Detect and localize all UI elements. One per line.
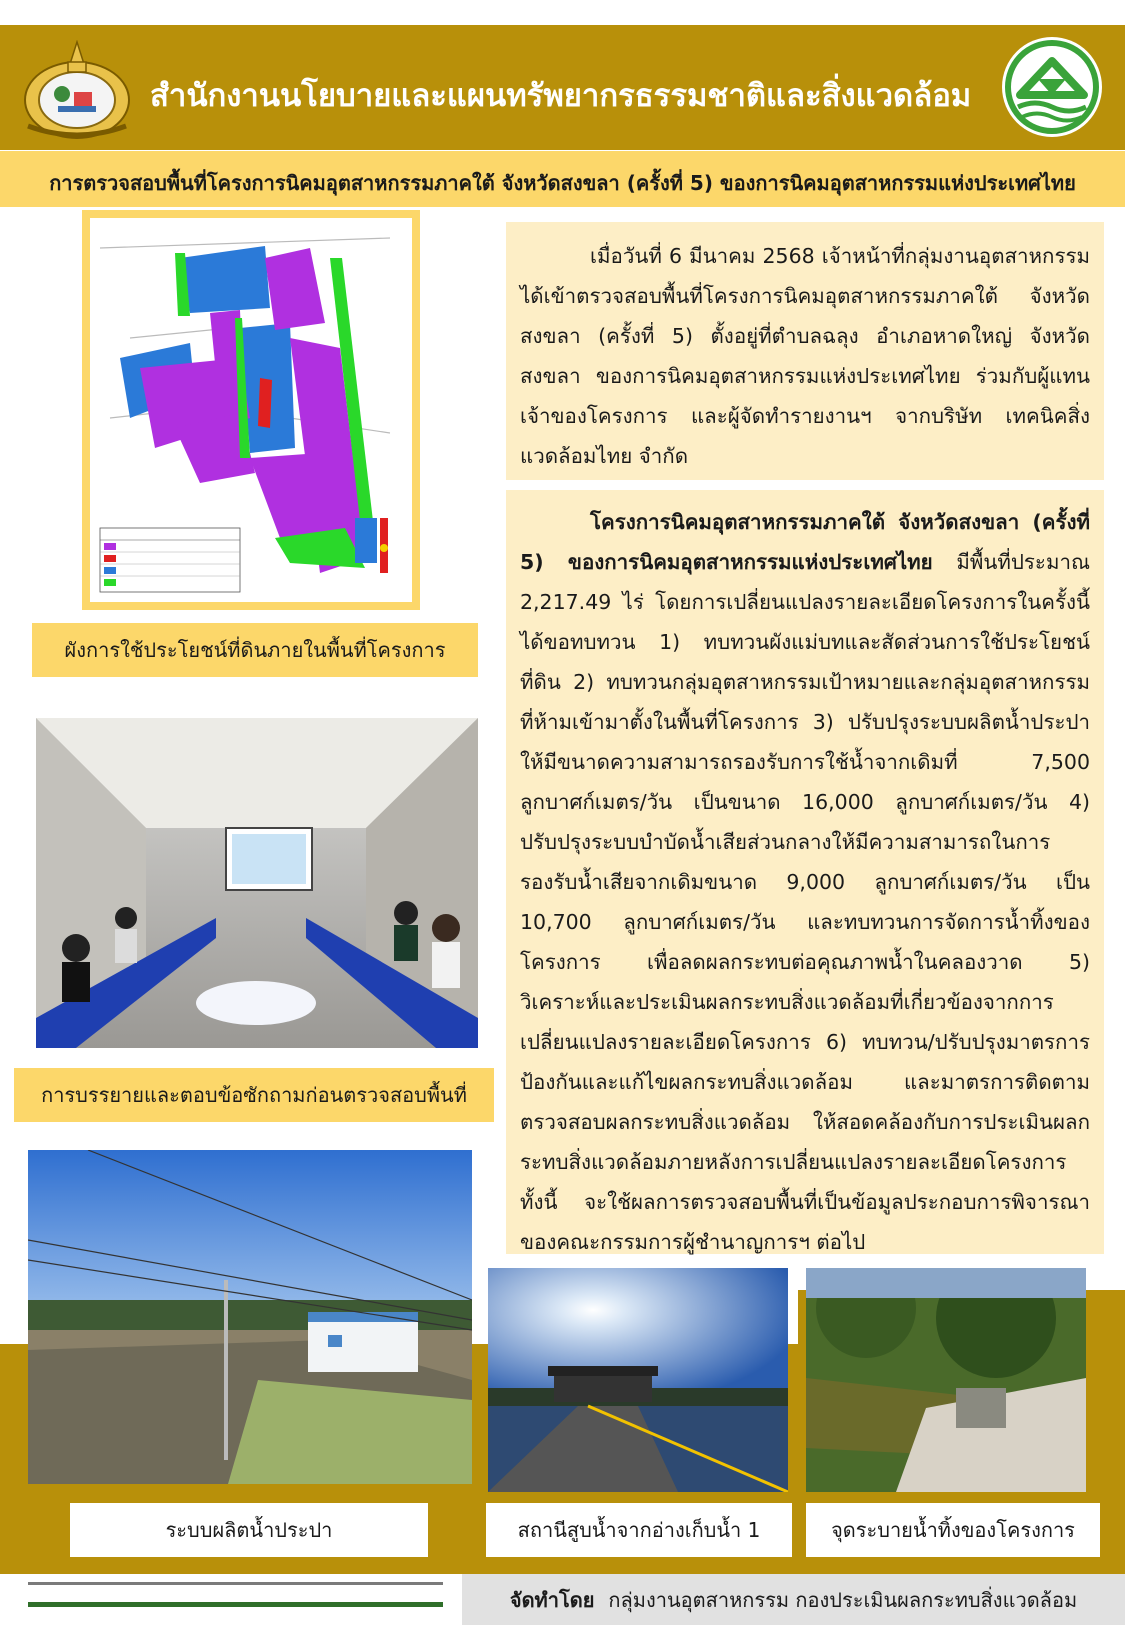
intro-panel xyxy=(506,222,1104,480)
drain-point-photo xyxy=(806,1268,1086,1492)
footer-divider-green xyxy=(28,1602,443,1607)
land-use-map xyxy=(82,210,420,610)
meeting-caption: การบรรยายและตอบข้อซักถามก่อนตรวจสอบพื้นที่ xyxy=(14,1068,494,1122)
water-plant-caption: ระบบผลิตน้ำประปา xyxy=(70,1503,428,1557)
project-name-bold: โครงการนิคมอุตสาหกรรมภาคใต้ จังหวัดสงขลา (ครั้งที่ 5) ของการนิคมอุตสาหกรรมแห่งประเทศไทย xyxy=(520,510,1090,574)
detail-paragraph xyxy=(520,502,1090,1262)
footer-label: จัดทำโดย xyxy=(509,1587,595,1612)
map-caption: ผังการใช้ประโยชน์ที่ดินภายในพื้นที่โครงการ xyxy=(32,623,478,677)
footer-divider-gray xyxy=(28,1582,443,1585)
drain-point-caption: จุดระบายน้ำทิ้งของโครงการ xyxy=(806,1503,1100,1557)
footer-text: กลุ่มงานอุตสาหกรรม กองประเมินผลกระทบสิ่งแวดล้อม xyxy=(608,1587,1078,1612)
pump-station-photo xyxy=(488,1268,788,1492)
intro-paragraph xyxy=(520,236,1090,476)
meeting-photo xyxy=(36,718,478,1048)
pump-station-caption: สถานีสูบน้ำจากอ่างเก็บน้ำ 1 xyxy=(486,1503,792,1557)
page-subtitle: การตรวจสอบพื้นที่โครงการนิคมอุตสาหกรรมภาคใต้ จังหวัดสงขลา (ครั้งที่ 5) ของการนิคมอุตสาหกรรมแห่งประเทศไทย xyxy=(49,171,1076,195)
footer-credit xyxy=(462,1574,1125,1625)
land-use-map-drawing xyxy=(90,218,412,602)
detail-panel xyxy=(506,490,1104,1254)
onep-green-house-logo-icon xyxy=(1000,35,1104,139)
royal-seal-emblem-icon xyxy=(18,40,136,142)
water-plant-photo xyxy=(28,1150,472,1484)
detail-text: มีพื้นที่ประมาณ 2,217.49 ไร่ โดยการเปลี่ยนแปลงรายละเอียดโครงการในครั้งนี้ได้ขอทบทวน 1) ทบทวนผังแม่บทและสัดส่วนการใช้ประโยชน์ที่ดิน 2) ทบทวนกลุ่มอุตสาหกรรมเป้าหมายและกลุ่มอุตสาหกรรมที่ห้ามเข้ามาตั้งในพื้นที่โครงการ 3) ปรับปรุงระบบผลิตน้ำประปาให้มีขนาดความสามารถรองรับการใช้น้ำจากเดิมที่ 7,500 ลูกบาศก์เมตร/วัน เป็นขนาด 16,000 ลูกบาศก์เมตร/วัน 4) ปรับปรุงระบบบำบัดน้ำเสียส่วนกลางให้มีความสามารถในการรองรับน้ำเสียจากเดิมขนาด 9,000 ลูกบาศก์เมตร/วัน เป็น 10,700 ลูกบาศก์เมตร/วัน และทบทวนการจัดการน้ำทิ้งของโครงการ เพื่อลดผลกระทบต่อคุณภาพน้ำในคลองวาด 5) วิเคราะห์และประเมินผลกระทบสิ่งแวดล้อมที่เกี่ยวข้องจากการเปลี่ยนแปลงรายละเอียดโครงการ 6) ทบทวน/ปรับปรุงมาตรการป้องกันและแก้ไขผลกระทบสิ่งแวดล้อม และมาตรการติดตามตรวจสอบผลกระทบสิ่งแวดล้อม ให้สอดคล้องกับการประเมินผลกระทบสิ่งแวดล้อมภายหลังการเปลี่ยนแปลงรายละเอียดโครงการ ทั้งนี้ จะใช้ผลการตรวจสอบพื้นที่เป็นข้อมูลประกอบการพิจารณาของคณะกรรมการผู้ชำนาญการฯ ต่อไป xyxy=(520,550,1090,1254)
intro-text: เมื่อวันที่ 6 มีนาคม 2568 เจ้าหน้าที่กลุ่มงานอุตสาหกรรม ได้เข้าตรวจสอบพื้นที่โครงการนิคมอุตสาหกรรมภาคใต้ จังหวัดสงขลา (ครั้งที่ 5) ตั้งอยู่ที่ตำบลฉลุง อำเภอหาดใหญ่ จังหวัดสงขลา ของการนิคมอุตสาหกรรมแห่งประเทศไทย ร่วมกับผู้แทนเจ้าของโครงการ และผู้จัดทำรายงานฯ จากบริษัท เทคนิคสิ่งแวดล้อมไทย จำกัด xyxy=(520,244,1090,468)
header-title: สำนักงานนโยบายและแผนทรัพยากรธรรมชาติและสิ่งแวดล้อม xyxy=(150,78,972,114)
